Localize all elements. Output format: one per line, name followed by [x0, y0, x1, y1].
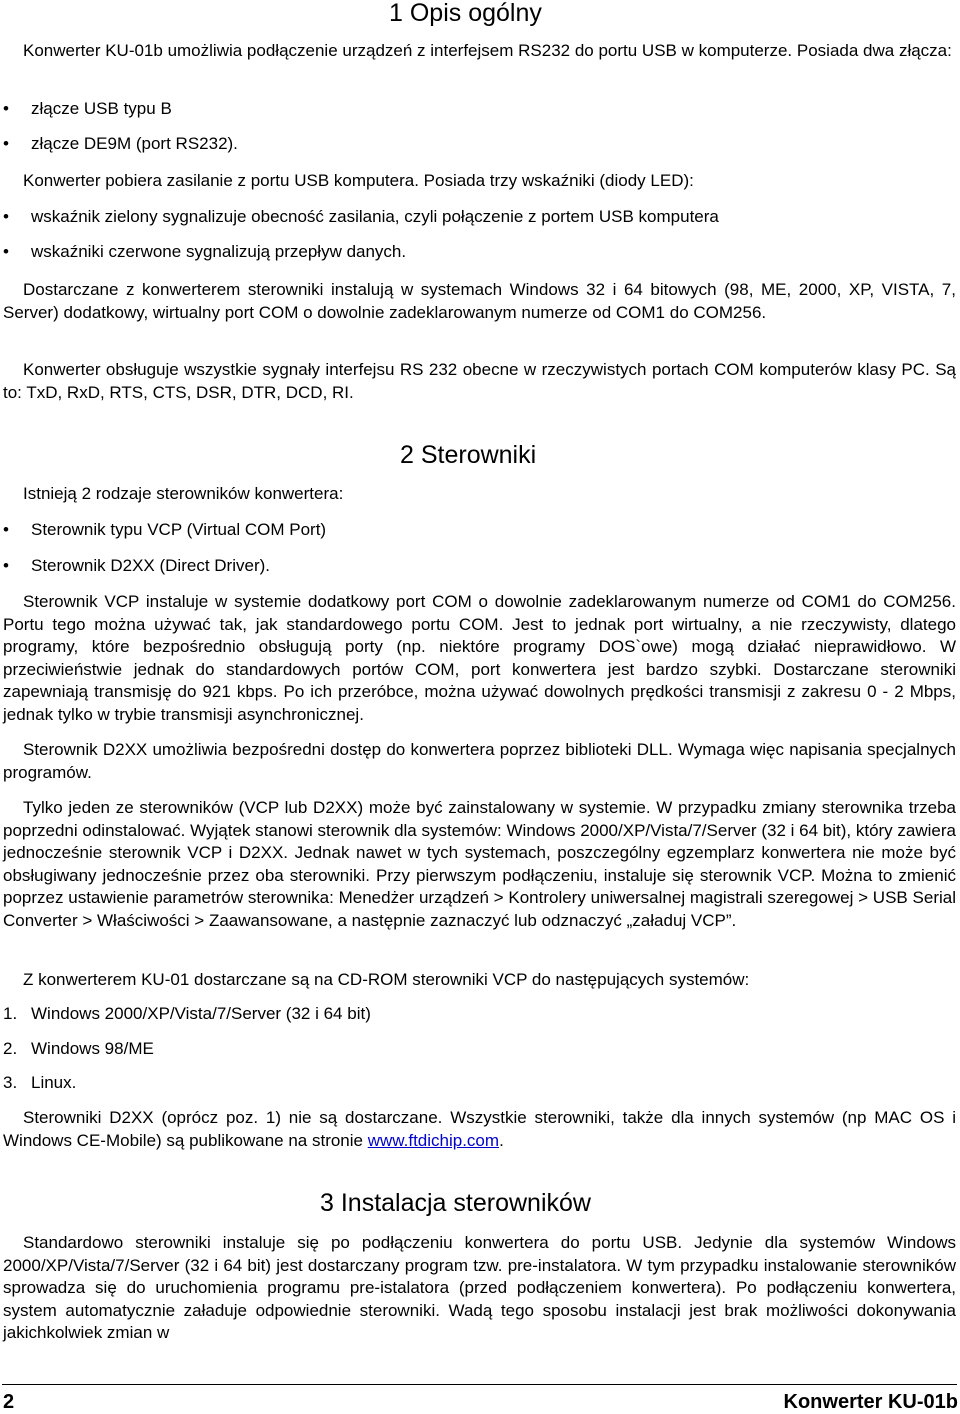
section-3-install-paragraph: Standardowo sterowniki instaluje się po podłączeniu konwertera do portu USB. Jedynie dla systemów Windows 2000/XP/Vista/7/Server (32 i 64 bit) jest dostarczany program tzw. pre-instalatora. W tym przypadku instalowanie sterowników sprowadza się do uruchomienia programu pre-istalatora (przed podłączeniem konwertera). Po podłączeniu konwertera, system automatycznie załaduje odpowiednie sterowniki. Wadą tego sposobu instalacji jest brak możliwości dokonywania jakichkolwiek zmian w: [3, 1233, 956, 1343]
list-item: Windows 98/ME: [31, 1039, 154, 1058]
web-paragraph-text: Sterowniki D2XX (oprócz poz. 1) nie są dostarczane. Wszystkie sterowniki, także dla innych systemów (np MAC OS i Windows CE-Mobile) są publikowane na stronie: [3, 1108, 956, 1150]
bullet-icon: •: [3, 99, 9, 118]
bullet-icon: •: [3, 134, 9, 153]
section-3-heading: 3 Instalacja sterowników: [320, 1189, 591, 1217]
list-item: wskaźniki czerwone sygnalizują przepływ danych.: [31, 242, 407, 261]
section-2-vcp-paragraph: Sterownik VCP instaluje w systemie dodatkowy port COM o dowolnie zadeklarowanym numerze od COM1 do COM256. Portu tego można używać tak, jak standardowego portu COM. Jest to jednak port wirtualny, a nie rzeczywisty, dlatego programy, które bezpośrednio obsługują porty (np. niektóre programy DOS`owe) mogą działać nieprawidłowo. W przeciwieństwie jednak do standardowych portów COM, port konwertera jest bardzo szybki. Dostarczane sterowniki zapewniają transmisję do 921 kbps. Po ich przeróbce, można używać dowolnych prędkości transmisji z zakresu 0 - 2 Mbps, jednak tylko w trybie transmisji asynchronicznej.: [3, 592, 956, 724]
web-paragraph-end: .: [499, 1130, 504, 1150]
bullet-icon: •: [3, 242, 9, 261]
section-2-web-paragraph: [3, 1107, 956, 1152]
section-2-heading: 2 Sterowniki: [400, 441, 537, 469]
section-1-signals-paragraph: Konwerter obsługuje wszystkie sygnały interfejsu RS 232 obecne w rzeczywistych portach COM komputerów klasy PC. Są to: TxD, RxD, RTS, CTS, DSR, DTR, DCD, RI.: [3, 360, 956, 402]
section-2-cdrom-paragraph: Z konwerterem KU-01 dostarczane są na CD-ROM sterowniki VCP do następujących systemów:: [23, 970, 750, 989]
list-item: wskaźnik zielony sygnalizuje obecność zasilania, czyli połączenie z portem USB komputera: [31, 207, 719, 226]
list-item: Sterownik typu VCP (Virtual COM Port): [31, 520, 327, 539]
section-1-intro: Konwerter KU-01b umożliwia podłączenie urządzeń z interfejsem RS232 do portu USB w komputerze. Posiada dwa złącza:: [23, 41, 952, 60]
ftdichip-link[interactable]: www.ftdichip.com: [367, 1130, 500, 1150]
section-1-power: Konwerter pobiera zasilanie z portu USB komputera. Posiada trzy wskaźniki (diody LED):: [23, 171, 694, 190]
list-item: złącze DE9M (port RS232).: [31, 134, 238, 153]
list-item: Linux.: [31, 1073, 77, 1092]
list-item: złącze USB typu B: [31, 99, 172, 118]
list-item: Sterownik D2XX (Direct Driver).: [31, 556, 270, 575]
bullet-icon: •: [3, 556, 9, 575]
footer-rule: [2, 1384, 957, 1385]
list-number: 1.: [3, 1004, 18, 1023]
section-1-drivers-paragraph: Dostarczane z konwerterem sterowniki instalują w systemach Windows 32 i 64 bitowych (98, ME, 2000, XP, VISTA, 7, Server) dodatkowy, wirtualny port COM o dowolnie zadeklarowanym numerze od COM1 do COM256.: [3, 280, 956, 322]
section-2-only-one-paragraph: Tylko jeden ze sterowników (VCP lub D2XX) może być zainstalowany w systemie. W przypadku zmiany sterownika trzeba poprzedni odinstalować. Wyjątek stanowi sterownik dla systemów: Windows 2000/XP/Vista/7/Server (32 i 64 bit), który zawiera jednocześnie sterownik VCP i D2XX. Jednak nawet w tych systemach, poszczególny egzemplarz konwertera nie może być obsługiwany jednocześnie przez oba sterowniki. Przy pierwszym podłączeniu, instaluje się sterownik VCP. Można to zmienić poprzez ustawienie parametrów sterownika: Menedżer urządzeń > Kontrolery uniwersalnej magistrali szeregowej > USB Serial Converter > Właściwości > Zaawansowane, a następnie zaznaczyć lub odznaczyć „załaduj VCP”.: [3, 798, 956, 930]
footer-title: Konwerter KU-01b: [783, 1391, 958, 1413]
section-2-intro: Istnieją 2 rodzaje sterowników konwertera:: [23, 484, 344, 503]
section-2-d2xx-paragraph: Sterownik D2XX umożliwia bezpośredni dostęp do konwertera poprzez biblioteki DLL. Wymaga więc napisania specjalnych programów.: [3, 740, 956, 782]
list-number: 2.: [3, 1039, 18, 1058]
section-1-heading: 1 Opis ogólny: [389, 0, 542, 27]
footer-page-number: 2: [3, 1391, 15, 1413]
bullet-icon: •: [3, 207, 9, 226]
list-number: 3.: [3, 1073, 18, 1092]
bullet-icon: •: [3, 520, 9, 539]
list-item: Windows 2000/XP/Vista/7/Server (32 i 64 bit): [31, 1004, 371, 1023]
